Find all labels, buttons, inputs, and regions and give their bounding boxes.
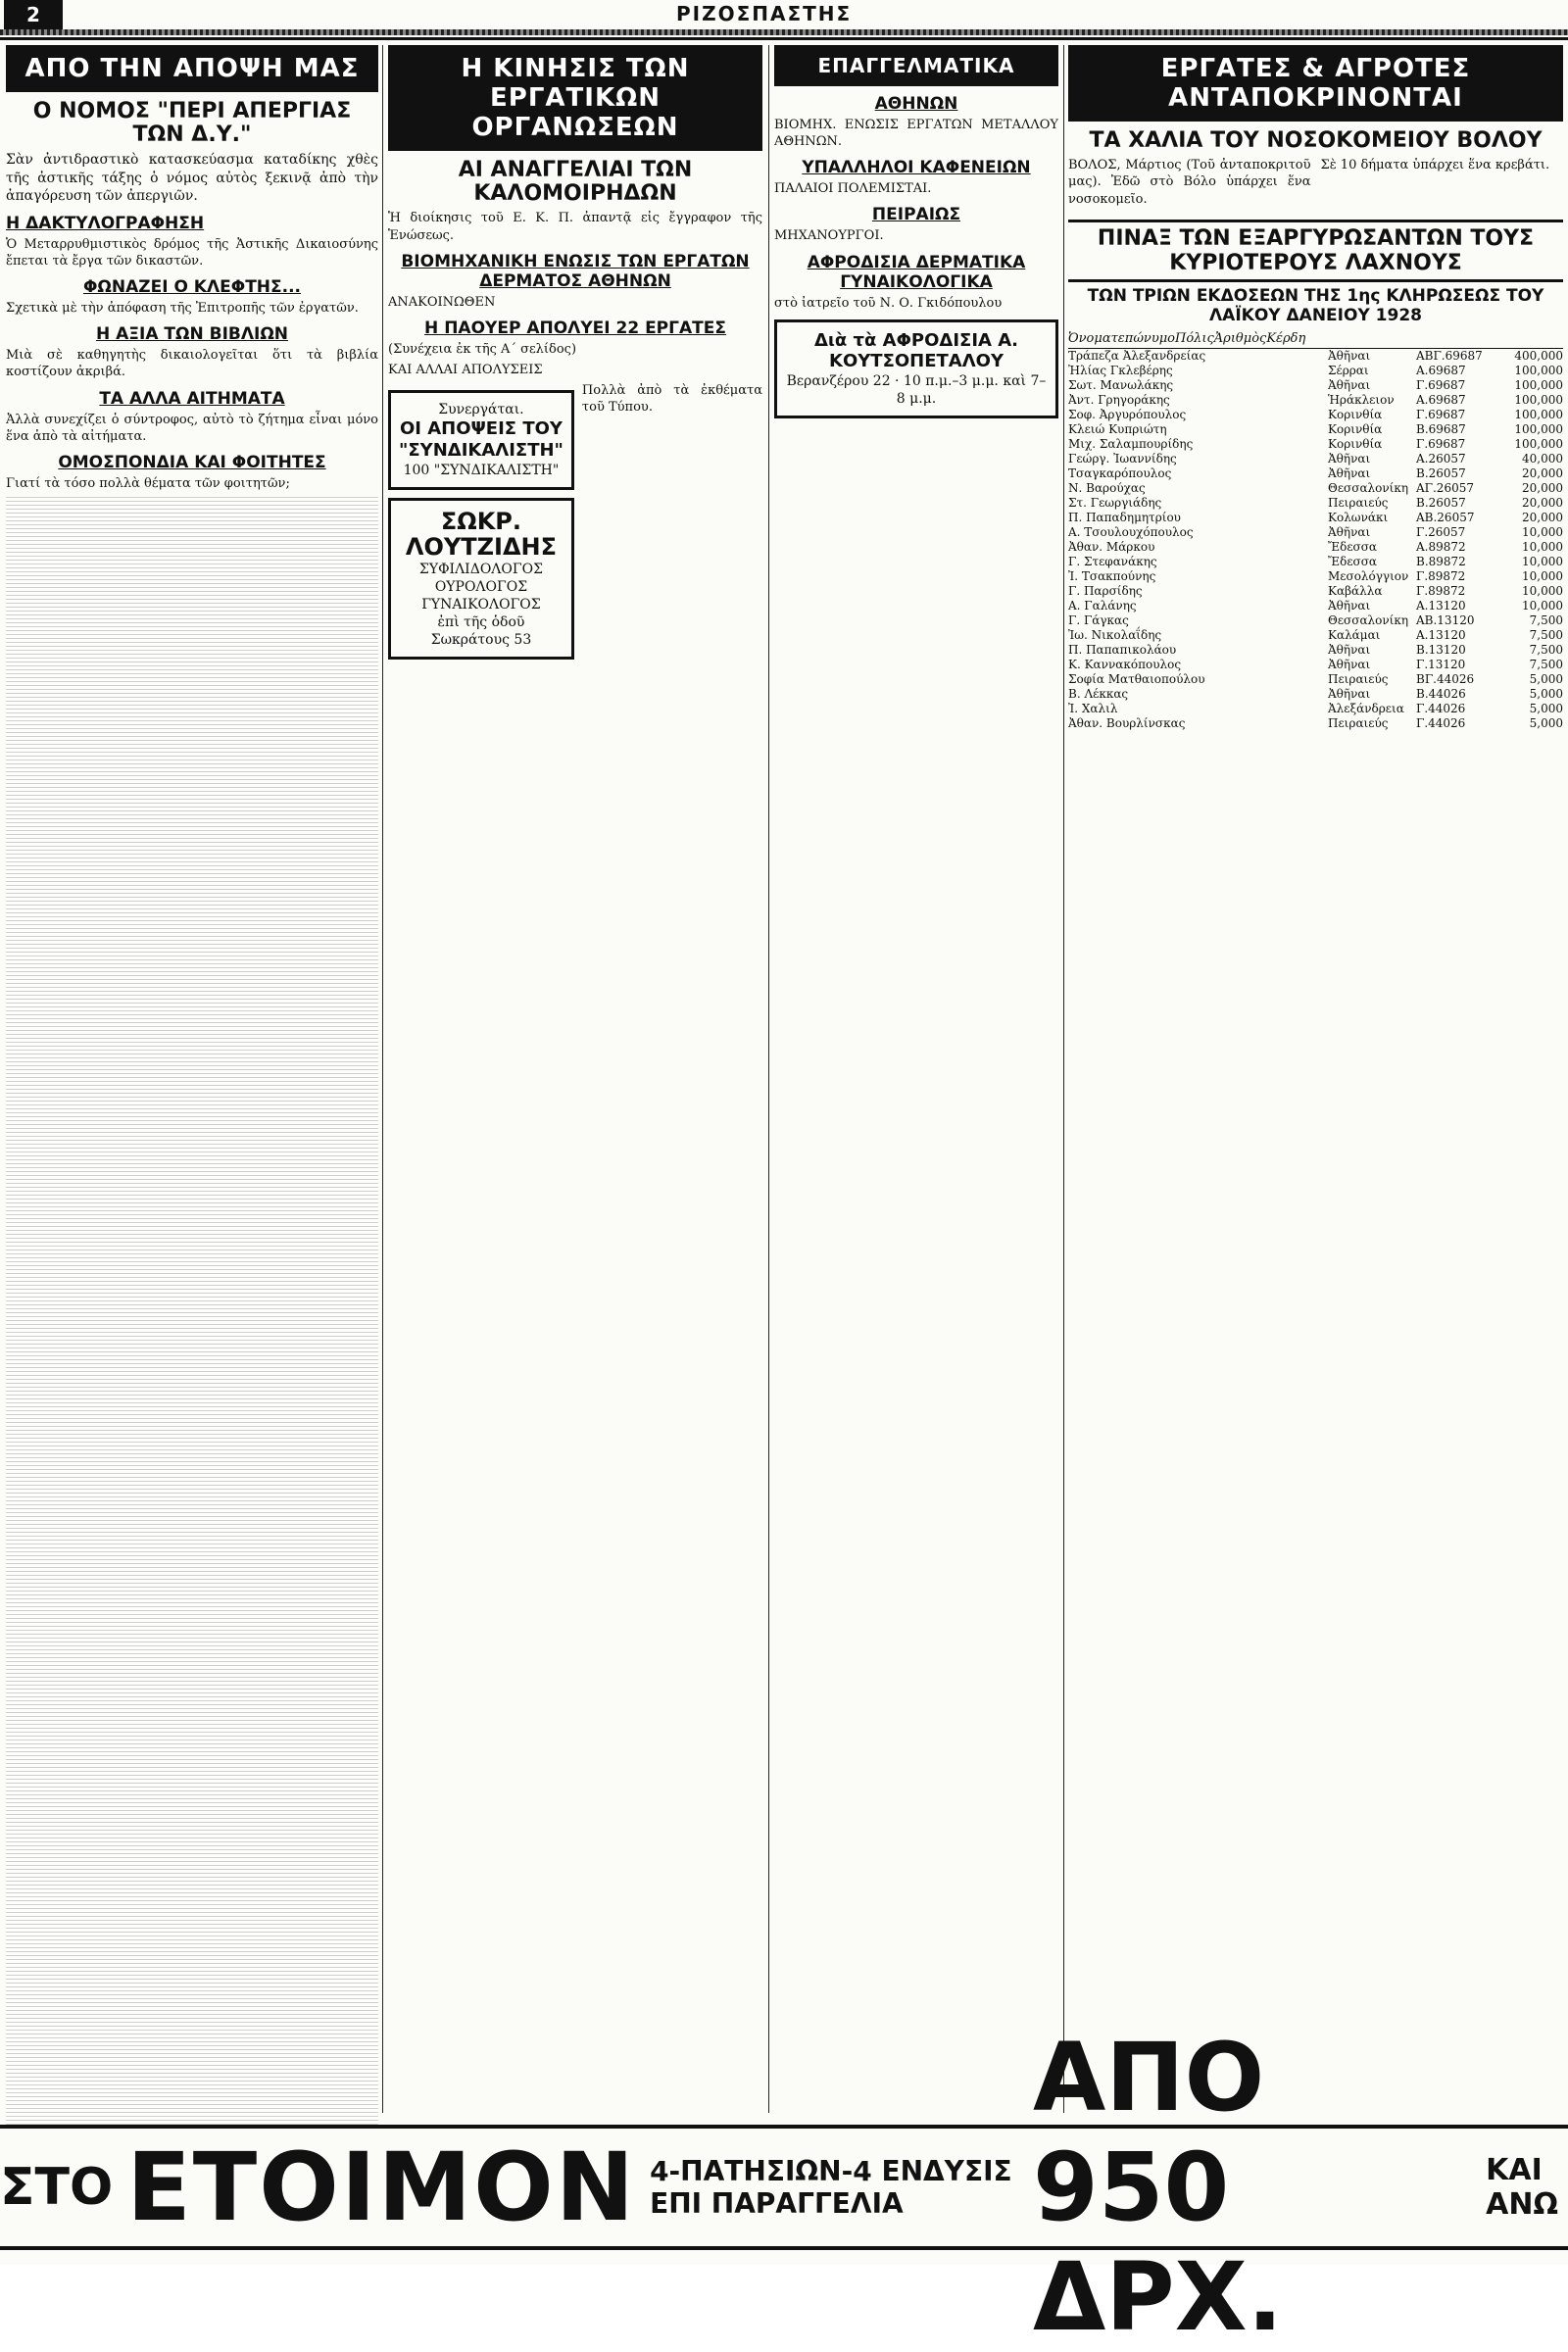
list-cell: Ἰ. Χαλιλ xyxy=(1068,701,1118,715)
list-cell: Πειραιεύς xyxy=(1328,671,1389,686)
list-cell: Α.69687 xyxy=(1416,363,1466,377)
list-cell: ΒΓ.44026 xyxy=(1416,671,1475,686)
list-cell: Θεσσαλονίκη xyxy=(1328,480,1409,495)
list-cell: Καλάμαι xyxy=(1328,627,1381,642)
column-4 xyxy=(1068,45,1563,2128)
list-cell: Γ.44026 xyxy=(1416,715,1466,730)
list-cell: Ἀθῆναι xyxy=(1328,377,1371,392)
list-cell: Κλειώ Κυπριώτη xyxy=(1068,421,1167,436)
list-cell: Σέρραι xyxy=(1328,363,1369,377)
list-item xyxy=(1068,511,1563,525)
list-cell: Β.26057 xyxy=(1416,495,1466,510)
list-cell: Ἀλεξάνδρεια xyxy=(1328,701,1404,715)
body-text-block xyxy=(582,382,762,667)
column-header: Ἀριθμὸς xyxy=(1213,330,1267,346)
list-item xyxy=(1068,378,1563,393)
section-heading: Η ΔΑΚΤΥΛΟΓΡΑΦΗΣΗ xyxy=(6,213,205,233)
list-cell: Β. Λέκκας xyxy=(1068,686,1129,701)
list-item xyxy=(1068,393,1563,408)
advertisement-box xyxy=(388,390,574,490)
list-cell: Α.13120 xyxy=(1416,598,1466,612)
list-cell: Γεώργ. Ἰωαννίδης xyxy=(1068,451,1177,466)
article-text: Μιὰ σὲ καθηγητὴς δικαιολογεῖται ὅτι τὰ βιβλία κοστίζουν ἀκριβά. xyxy=(6,348,378,380)
list-item xyxy=(1068,422,1563,437)
list-item xyxy=(1068,687,1563,702)
article-text: Γιατί τὰ τόσο πολλὰ θέματα τῶν φοιτητῶν; xyxy=(6,475,290,491)
masthead xyxy=(0,0,1568,40)
column-header: Κέρδη xyxy=(1266,330,1306,346)
list-item xyxy=(1068,349,1563,364)
list-item xyxy=(1068,599,1563,613)
list-cell: Σοφ. Ἀργυρόπουλος xyxy=(1068,407,1187,421)
list-cell: Β.89872 xyxy=(1416,554,1466,568)
list-item xyxy=(1068,569,1563,584)
list-cell: 10,000 xyxy=(1522,598,1563,612)
ad-text: ἐπὶ τῆς ὁδοῦ Σωκράτους 53 xyxy=(430,614,532,649)
article-text: Σχετικὰ μὲ τὴν ἀπόφαση τῆς Ἐπιτροπῆς τῶν ἐργατῶν. xyxy=(6,301,359,317)
list-cell: 400,000 xyxy=(1514,348,1563,363)
ad-text: ΣΤΟ xyxy=(0,2158,114,2217)
list-cell: Ἀθῆναι xyxy=(1328,466,1371,480)
page-number: 2 xyxy=(4,0,63,29)
article-text: στὸ ἰατρεῖο τοῦ Ν. Ο. Γκιδόπουλου xyxy=(774,295,1003,311)
list-cell: 100,000 xyxy=(1514,407,1563,421)
section-heading: ΑΦΡΟΔΙΣΙΑ ΔΕΡΜΑΤΙΚΑ ΓΥΝΑΙΚΟΛΟΓΙΚΑ xyxy=(807,252,1026,292)
list-cell: 10,000 xyxy=(1522,554,1563,568)
list-cell: 10,000 xyxy=(1522,568,1563,583)
list-cell: Β.44026 xyxy=(1416,686,1466,701)
section-heading: Η ΑΞΙΑ ΤΩΝ ΒΙΒΛΙΩΝ xyxy=(95,324,289,345)
section-heading: ΥΠΑΛΛΗΛΟΙ ΚΑΦΕΝΕΙΩΝ xyxy=(802,158,1031,178)
list-cell: Σοφία Ματθαιοπούλου xyxy=(1068,671,1205,686)
list-cell: 20,000 xyxy=(1522,480,1563,495)
list-item xyxy=(1068,628,1563,643)
article-headline: Ο ΝΟΜΟΣ "ΠΕΡΙ ΑΠΕΡΓΙΑΣ ΤΩΝ Δ.Υ." xyxy=(32,99,352,148)
article-headline: ΑΙ ΑΝΑΓΓΕΛΙΑΙ ΤΩΝ ΚΑΛΟΜΟΙΡΗΔΩΝ xyxy=(458,158,693,207)
article-text: ΚΑΙ ΑΛΛΑΙ ΑΠΟΛΥΣΕΙΣ xyxy=(388,363,543,377)
list-header xyxy=(1068,329,1563,349)
section-heading: ΑΘΗΝΩΝ xyxy=(874,94,958,114)
column-divider xyxy=(382,45,383,2113)
list-cell: Ἡράκλειον xyxy=(1328,392,1395,407)
list-cell: Ἀθῆναι xyxy=(1328,657,1371,671)
list-cell: Ἀθῆναι xyxy=(1328,686,1371,701)
list-cell: ΑΓ.26057 xyxy=(1416,480,1474,495)
advertisement-box xyxy=(388,498,574,661)
list-cell: Γ.69687 xyxy=(1416,407,1466,421)
list-cell: 100,000 xyxy=(1514,421,1563,436)
list-cell: Β.26057 xyxy=(1416,466,1466,480)
ad-title: ΣΩΚΡ. ΛΟΥΤΖΙΔΗΣ xyxy=(405,507,558,562)
list-cell: Ἀθῆναι xyxy=(1328,451,1371,466)
list-cell: ΑΒΓ.69687 xyxy=(1416,348,1483,363)
column-2 xyxy=(388,45,762,2128)
list-cell: 10,000 xyxy=(1522,524,1563,539)
list-item xyxy=(1068,408,1563,422)
list-body xyxy=(1068,349,1563,731)
list-cell: 5,000 xyxy=(1529,686,1563,701)
section-banner: ΑΠΟ ΤΗΝ ΑΠΟΨΗ ΜΑΣ xyxy=(6,45,378,92)
list-cell: Γ. Στεφανάκης xyxy=(1068,554,1157,568)
list-cell: Ἀθῆναι xyxy=(1328,348,1371,363)
ad-row xyxy=(388,382,762,667)
list-item xyxy=(1068,584,1563,599)
section-heading: ΦΩΝΑΖΕΙ Ο ΚΛΕΦΤΗΣ... xyxy=(82,277,302,298)
list-item xyxy=(1068,525,1563,540)
article-text: ΠΑΛΑΙΟΙ ΠΟΛΕΜΙΣΤΑΙ. xyxy=(774,181,932,197)
list-cell: Ἀντ. Γρηγοράκης xyxy=(1068,392,1170,407)
list-cell: Γ.69687 xyxy=(1416,377,1466,392)
article-text: (Συνέχεια ἐκ τῆς Α΄ σελίδος) xyxy=(388,341,577,357)
list-cell: 7,500 xyxy=(1529,612,1563,627)
ad-title: ΕΤΟΙΜΟΝ xyxy=(126,2132,637,2242)
list-cell: Α. Τσουλουχόπουλος xyxy=(1068,524,1194,539)
list-item xyxy=(1068,481,1563,496)
section-heading: ΒΙΟΜΗΧΑΝΙΚΗ ΕΝΩΣΙΣ ΤΩΝ ΕΡΓΑΤΩΝ ΔΕΡΜΑΤΟΣ ΑΘΗΝΩΝ xyxy=(401,251,750,291)
list-cell: Γ.89872 xyxy=(1416,583,1466,598)
article-text: Ἀλλὰ συνεχίζει ὁ σύντροφος, αὐτὸ τὸ ζήτημα εἶναι μόνο ἕνα ἀπὸ τὰ αἰτήματα. xyxy=(6,412,378,444)
list-cell: ΑΒ.26057 xyxy=(1416,510,1475,524)
column-header: Ὀνοματεπώνυμο xyxy=(1068,330,1176,346)
list-item xyxy=(1068,658,1563,672)
list-item xyxy=(1068,364,1563,378)
list-item xyxy=(1068,702,1563,716)
list-item xyxy=(1068,555,1563,569)
list-cell: Π. Παπαδημητρίου xyxy=(1068,510,1181,524)
list-cell: Ἠλίας Γκλεβέρης xyxy=(1068,363,1173,377)
list-item xyxy=(1068,452,1563,466)
list-item xyxy=(1068,643,1563,658)
ad-text: 4-ΠΑΤΗΣΙΩΝ-4 ΕΝΔΥΣΙΣ ΕΠΙ ΠΑΡΑΓΓΕΛΙΑ xyxy=(650,2155,1012,2220)
article-text: Ὁ Μεταρρυθμιστικὸς δρόμος τῆς Ἀστικῆς Δικαιοσύνης ἔπεται τὰ ἔργα τῶν δικαστῶν. xyxy=(6,236,378,269)
list-cell: Ἰω. Νικολαΐδης xyxy=(1068,627,1162,642)
list-cell: Κορινθία xyxy=(1328,436,1383,451)
list-cell: 100,000 xyxy=(1514,377,1563,392)
list-cell: Π. Παπαπικολάου xyxy=(1068,642,1177,657)
list-cell: 7,500 xyxy=(1529,627,1563,642)
list-cell: Ἔδεσσα xyxy=(1328,539,1378,554)
article-text: ΑΝΑΚΟΙΝΩΘΕΝ xyxy=(388,294,496,310)
ad-title: Διὰ τὰ ΑΦΡΟΔΙΣΙΑ Α. ΚΟΥΤΣΟΠΕΤΑΛΟΥ xyxy=(813,329,1018,372)
list-cell: 5,000 xyxy=(1529,671,1563,686)
list-cell: Ν. Βαρούχας xyxy=(1068,480,1146,495)
list-cell: 5,000 xyxy=(1529,715,1563,730)
list-cell: 10,000 xyxy=(1522,539,1563,554)
list-cell: 100,000 xyxy=(1514,392,1563,407)
list-cell: Γ.69687 xyxy=(1416,436,1466,451)
section-heading: ΠΕΙΡΑΙΩΣ xyxy=(871,205,961,225)
list-cell: 5,000 xyxy=(1529,701,1563,715)
list-cell: 100,000 xyxy=(1514,363,1563,377)
list-cell: 20,000 xyxy=(1522,510,1563,524)
list-cell: Γ.44026 xyxy=(1416,701,1466,715)
list-cell: 20,000 xyxy=(1522,466,1563,480)
article-text: ΒΙΟΜΗΧ. ΕΝΩΣΙΣ ΕΡΓΑΤΩΝ ΜΕΤΑΛΛΟΥ ΑΘΗΝΩΝ. xyxy=(774,118,1058,150)
list-cell: Α.13120 xyxy=(1416,627,1466,642)
list-headline: ΠΙΝΑΞ ΤΩΝ ΕΞΑΡΓΥΡΩΣΑΝΤΩΝ ΤΟΥΣ ΚΥΡΙΟΤΕΡΟΥΣ ΛΑΧΝΟΥΣ xyxy=(1068,220,1563,282)
list-item xyxy=(1068,540,1563,555)
list-cell: 20,000 xyxy=(1522,495,1563,510)
list-item xyxy=(1068,496,1563,511)
list-item xyxy=(1068,466,1563,481)
list-cell: Κ. Καννακόπουλος xyxy=(1068,657,1182,671)
list-cell: Τσαγκαρόπουλος xyxy=(1068,466,1172,480)
list-item xyxy=(1068,613,1563,628)
list-cell: Γ.13120 xyxy=(1416,657,1466,671)
list-cell: Κολωνάκι xyxy=(1328,510,1389,524)
list-cell: Πειραιεύς xyxy=(1328,495,1389,510)
article-headline: ΤΑ ΧΑΛΙΑ ΤΟΥ ΝΟΣΟΚΟΜΕΙΟΥ ΒΟΛΟΥ xyxy=(1089,128,1543,153)
list-item xyxy=(1068,437,1563,452)
masthead-rule xyxy=(0,29,1568,35)
article-text: ΒΟΛΟΣ, Μάρτιος (Τοῦ ἀνταποκριτοῦ μας). Ἐδῶ στὸ Βόλο ὑπάρχει ἕνα νοσοκομεῖο. xyxy=(1068,158,1311,207)
list-cell: Α.69687 xyxy=(1416,392,1466,407)
list-cell: Ἰ. Τσακπούνης xyxy=(1068,568,1156,583)
ad-text: ΣΥΦΙΛΙΔΟΛΟΓΟΣ ΟΥΡΟΛΟΓΟΣ ΓΥΝΑΙΚΟΛΟΓΟΣ xyxy=(418,561,543,612)
list-cell: Μεσολόγγιον xyxy=(1328,568,1409,583)
body-text-block xyxy=(6,496,378,2128)
list-cell: Μιχ. Σαλαμπουρίδης xyxy=(1068,436,1194,451)
list-cell: Ἀθαν. Μάρκου xyxy=(1068,539,1155,554)
list-cell: ΑΒ.13120 xyxy=(1416,612,1475,627)
list-cell: 7,500 xyxy=(1529,642,1563,657)
list-cell: Β.13120 xyxy=(1416,642,1466,657)
list-cell: Ἀθαν. Βουρλίνσκας xyxy=(1068,715,1186,730)
list-cell: Β.69687 xyxy=(1416,421,1466,436)
section-heading: Η ΠΑΟΥΕΡ ΑΠΟΛΥΕΙ 22 ΕΡΓΑΤΕΣ xyxy=(424,318,726,338)
list-cell: Θεσσαλονίκη xyxy=(1328,612,1409,627)
list-cell: Ἔδεσσα xyxy=(1328,554,1378,568)
list-cell: 7,500 xyxy=(1529,657,1563,671)
list-cell: Κορινθία xyxy=(1328,421,1383,436)
list-cell: Στ. Γεωργιάδης xyxy=(1068,495,1162,510)
column-3 xyxy=(774,45,1058,2128)
list-cell: Γ.89872 xyxy=(1416,568,1466,583)
column-divider xyxy=(768,45,769,2113)
article-text: Σὰν ἀντιδραστικὸ κατασκεύασμα καταδίκης χθὲς τῆς ἀστικῆς τάξης ὁ νόμος αὐτὸς ξεκινᾷ ἀπὸ τὴν ἀπαγόρευση τῶν ἀπεργιῶν. xyxy=(6,152,378,205)
advertisement-box xyxy=(774,319,1058,419)
ad-column xyxy=(388,382,574,667)
article-text: Πολλὰ ἀπὸ τὰ ἐκθέματα τοῦ Τύπου. xyxy=(581,383,762,416)
newspaper-name: ΡΙΖΟΣΠΑΣΤΗΣ xyxy=(676,2,853,25)
list-cell: Γ.26057 xyxy=(1416,524,1466,539)
list-cell: 40,000 xyxy=(1522,451,1563,466)
article-text: ΜΗΧΑΝΟΥΡΓΟΙ. xyxy=(774,228,884,244)
list-cell: Α.26057 xyxy=(1416,451,1466,466)
list-cell: 10,000 xyxy=(1522,583,1563,598)
section-banner: ΕΡΓΑΤΕΣ & ΑΓΡΟΤΕΣ ΑΝΤΑΠΟΚΡΙΝΟΝΤΑΙ xyxy=(1068,45,1563,122)
bottom-advertisement xyxy=(0,2023,1568,2352)
list-cell: Α. Γαλάνης xyxy=(1068,598,1137,612)
list-cell: Ἀθῆναι xyxy=(1328,598,1371,612)
ad-price: ΑΠΟ 950 ΔΡΧ. xyxy=(1032,2023,1284,2352)
ad-text: Συνεργάται. xyxy=(438,402,524,418)
ad-title: ΟΙ ΑΠΟΨΕΙΣ ΤΟΥ "ΣΥΝΔΙΚΑΛΙΣΤΗ" xyxy=(399,418,564,461)
list-subheadline: ΤΩΝ ΤΡΙΩΝ ΕΚΔΟΣΕΩΝ ΤΗΣ 1ης ΚΛΗΡΩΣΕΩΣ ΤΟΥ ΛΑΪΚΟΥ ΔΑΝΕΙΟΥ 1928 xyxy=(1087,285,1544,325)
column-header: Πόλις xyxy=(1175,330,1214,346)
article-text: Ἡ διοίκησις τοῦ Ε. Κ. Π. ἀπαντᾷ εἰς ἔγγραφον τῆς Ἑνώσεως. xyxy=(388,211,762,243)
list-cell: Σωτ. Μανωλάκης xyxy=(1068,377,1174,392)
section-banner: ΕΠΑΓΓΕΛΜΑΤΙΚΑ xyxy=(774,45,1058,86)
list-cell: Ἀθῆναι xyxy=(1328,642,1371,657)
column-1 xyxy=(6,45,378,2128)
section-heading: ΟΜΟΣΠΟΝΔΙΑ ΚΑΙ ΦΟΙΤΗΤΕΣ xyxy=(58,452,326,472)
two-col-text xyxy=(1068,157,1563,211)
list-cell: Ἀθῆναι xyxy=(1328,524,1371,539)
ad-text: ΚΑΙ ΑΝΩ xyxy=(1486,2153,1558,2222)
list-cell: Καβάλλα xyxy=(1328,583,1383,598)
list-cell: Γ. Παρσίδης xyxy=(1068,583,1143,598)
list-cell: Γ. Γάγκας xyxy=(1068,612,1129,627)
list-cell: 100,000 xyxy=(1514,436,1563,451)
article-text: Σὲ 10 δήματα ὑπάρχει ἕνα κρεβάτι. xyxy=(1320,158,1550,173)
list-item xyxy=(1068,716,1563,731)
list-cell: Τράπεζα Ἀλεξανδρείας xyxy=(1068,348,1206,363)
list-item xyxy=(1068,672,1563,687)
column-divider xyxy=(1063,45,1064,2113)
list-cell: Α.89872 xyxy=(1416,539,1466,554)
ad-text: Βερανζέρου 22 · 10 π.μ.–3 μ.μ. καὶ 7–8 μ.μ. xyxy=(786,372,1047,408)
list-cell: Πειραιεύς xyxy=(1328,715,1389,730)
section-banner: Η ΚΙΝΗΣΙΣ ΤΩΝ ΕΡΓΑΤΙΚΩΝ ΟΡΓΑΝΩΣΕΩΝ xyxy=(388,45,762,151)
list-cell: Κορινθία xyxy=(1328,407,1383,421)
section-heading: ΤΑ ΑΛΛΑ ΑΙΤΗΜΑΤΑ xyxy=(99,388,285,409)
ad-text: 100 "ΣΥΝΔΙΚΑΛΙΣΤΗ" xyxy=(403,462,560,478)
